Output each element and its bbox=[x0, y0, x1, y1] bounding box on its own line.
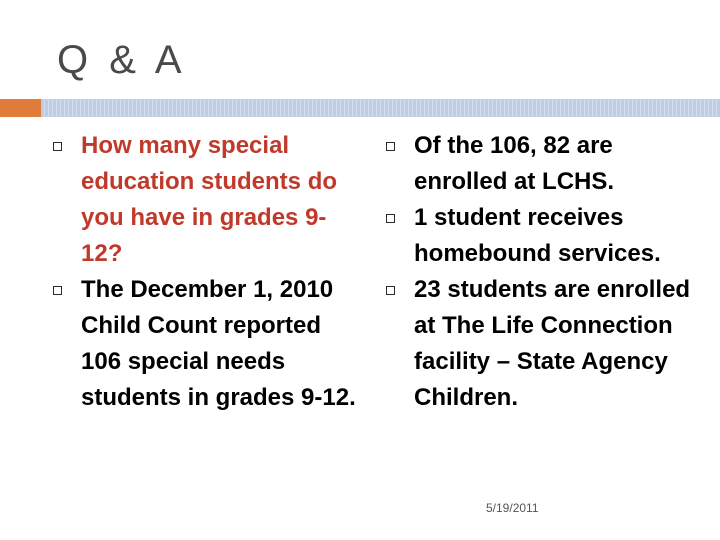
accent-band-texture bbox=[41, 99, 720, 117]
square-bullet-icon bbox=[53, 286, 62, 295]
list-item bbox=[383, 272, 703, 416]
left-bullet-list bbox=[50, 128, 360, 416]
slide-title: Q & A bbox=[57, 38, 187, 82]
answer-text: The December 1, 2010 Child Count reported 106 special needs students in grades 9-12. bbox=[81, 276, 356, 411]
list-item bbox=[383, 128, 703, 200]
list-item-text: 1 student receives homebound services. bbox=[414, 204, 661, 267]
footer-date: 5/19/2011 bbox=[486, 501, 539, 515]
square-bullet-icon bbox=[386, 214, 395, 223]
list-item-answer bbox=[50, 272, 360, 416]
square-bullet-icon bbox=[386, 142, 395, 151]
square-bullet-icon bbox=[386, 286, 395, 295]
list-item-question bbox=[50, 128, 360, 272]
right-bullet-list bbox=[383, 128, 703, 416]
square-bullet-icon bbox=[53, 142, 62, 151]
list-item-text: 23 students are enrolled at The Life Connection facility – State Agency Children. bbox=[414, 276, 691, 411]
list-item bbox=[383, 200, 703, 272]
accent-band-orange bbox=[0, 99, 41, 117]
list-item-text: Of the 106, 82 are enrolled at LCHS. bbox=[414, 132, 615, 195]
question-text: How many special education students do you have in grades 9-12? bbox=[81, 132, 338, 267]
